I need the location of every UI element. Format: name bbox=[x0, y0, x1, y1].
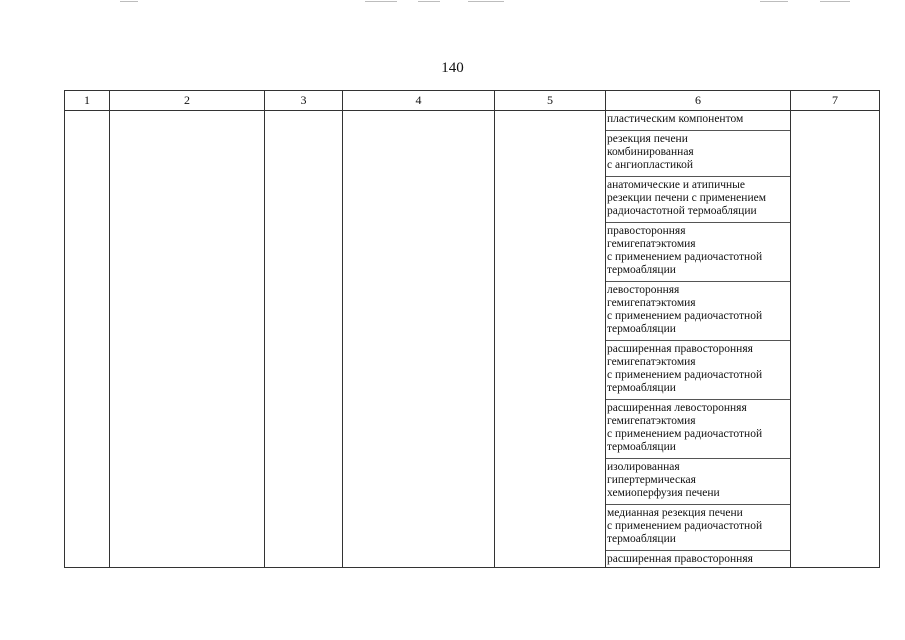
procedure-cell: расширенная правосторонняя гемигепатэктомия с применением радиочастотной термоабляции bbox=[606, 341, 790, 400]
column-divider bbox=[109, 91, 110, 567]
column-header-4: 4 bbox=[415, 93, 422, 107]
procedures-column bbox=[606, 111, 790, 570]
column-divider bbox=[494, 91, 495, 567]
procedures-table bbox=[64, 90, 880, 568]
column-divider bbox=[342, 91, 343, 567]
table-header-row bbox=[65, 91, 879, 111]
page-number: 140 bbox=[441, 60, 464, 76]
scan-edge-marks bbox=[0, 0, 905, 4]
procedure-cell: левосторонняя гемигепатэктомия с применением радиочастотной термоабляции bbox=[606, 282, 790, 341]
procedure-cell: анатомические и атипичные резекции печени с применением радиочастотной термоабляции bbox=[606, 177, 790, 223]
column-header-7: 7 bbox=[832, 93, 838, 107]
procedure-cell: правосторонняя гемигепатэктомия с применением радиочастотной термоабляции bbox=[606, 223, 790, 282]
procedure-cell: расширенная левосторонняя гемигепатэктомия с применением радиочастотной термоабляции bbox=[606, 400, 790, 459]
procedure-cell: пластическим компонентом bbox=[606, 111, 790, 131]
column-header-2: 2 bbox=[184, 93, 190, 107]
procedure-cell: расширенная правосторонняя bbox=[607, 553, 753, 565]
column-header-1: 1 bbox=[84, 93, 90, 107]
procedure-cell: медианная резекция печени с применением радиочастотной термоабляции bbox=[606, 505, 790, 551]
column-header-5: 5 bbox=[547, 93, 553, 107]
column-divider bbox=[790, 91, 791, 567]
column-divider bbox=[264, 91, 265, 567]
procedure-cell: резекция печени комбинированная с ангиопластикой bbox=[606, 131, 790, 177]
column-header-6: 6 bbox=[695, 93, 701, 107]
column-header-3: 3 bbox=[300, 93, 307, 107]
procedure-cell: изолированная гипертермическая хемиоперфузия печени bbox=[606, 459, 790, 505]
